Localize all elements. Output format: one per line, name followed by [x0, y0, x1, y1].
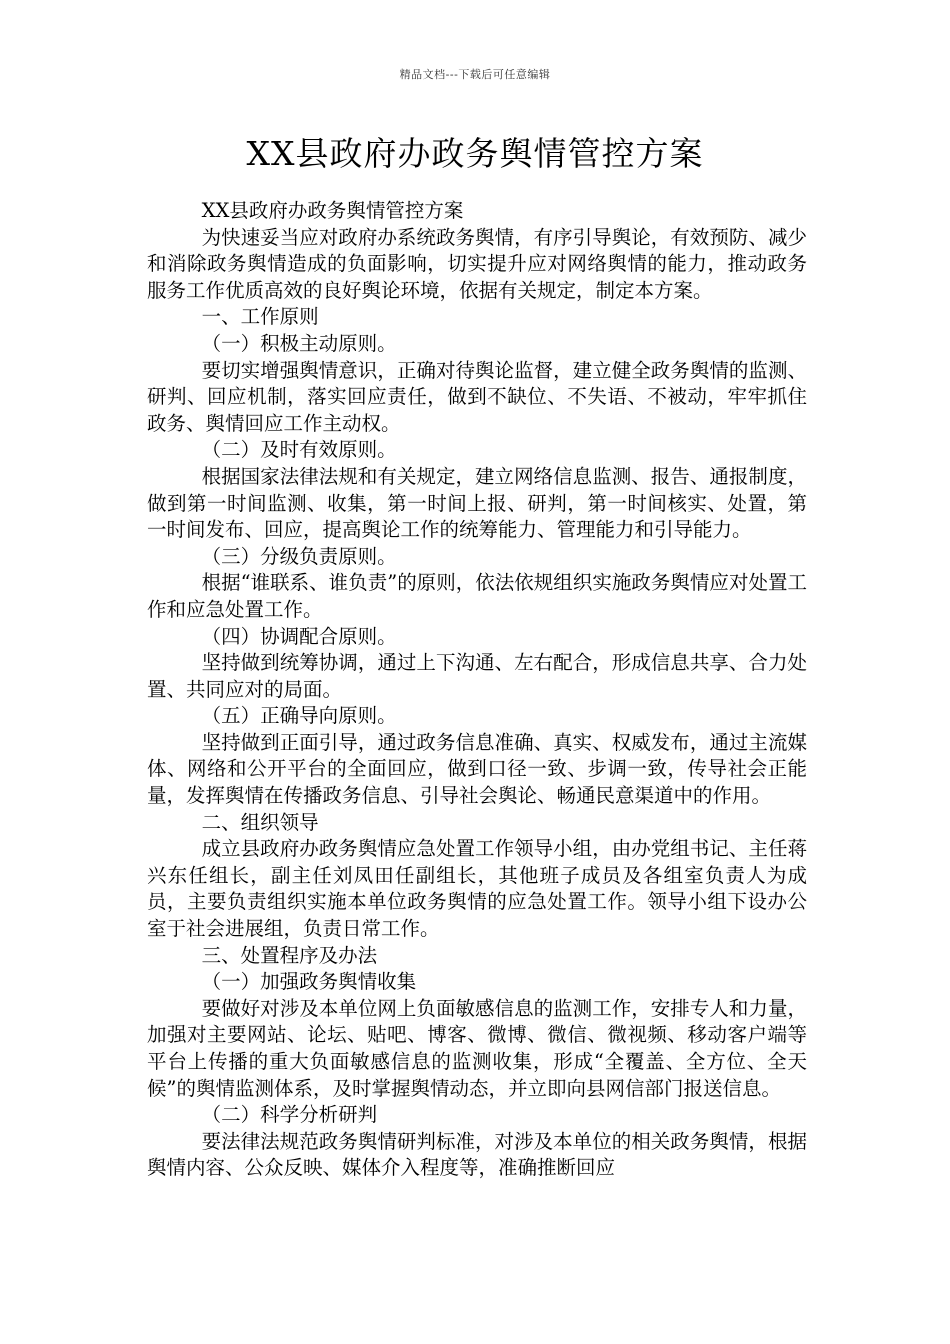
body-paragraph: 坚持做到统筹协调，通过上下沟通、左右配合，形成信息共享、合力处置、共同应对的局面。	[147, 651, 807, 701]
subsection-heading: （二）及时有效原则。	[201, 438, 397, 462]
body-paragraph: 要法律法规范政务舆情研判标准，对涉及本单位的相关政务舆情，根据舆情内容、公众反映、媒体介入程度等，准确推断回应	[147, 1129, 807, 1180]
subsection-heading: （五）正确导向原则。	[201, 704, 397, 728]
subsection-heading: （一）积极主动原则。	[201, 331, 397, 355]
section-heading: 一、工作原则	[201, 305, 319, 329]
document-title: XX县政府办政务舆情管控方案	[246, 134, 704, 173]
section-heading: 二、组织领导	[201, 810, 319, 834]
document-body	[147, 198, 807, 1182]
body-paragraph: 要做好对涉及本单位网上负面敏感信息的监测工作，安排专人和力量，加强对主要网站、论坛、贴吧、博客、微博、微信、微视频、移动客户端等平台上传播的重大负面敏感信息的监测收集，形成“全覆盖、全方位、全天候”的舆情监测体系，及时掌握舆情动态，并立即向县网信部门报送信息。	[147, 996, 807, 1100]
body-paragraph: 根据“谁联系、谁负责”的原则，依法依规组织实施政务舆情应对处置工作和应急处置工作。	[147, 571, 807, 621]
body-paragraph: 为快速妥当应对政府办系统政务舆情，有序引导舆论，有效预防、减少和消除政务舆情造成的负面影响，切实提升应对网络舆情的能力，推动政务服务工作优质高效的良好舆论环境，依据有关规定，制定本方案。	[147, 225, 807, 302]
subsection-heading: （二）科学分析研判	[201, 1103, 378, 1127]
body-paragraph: 根据国家法律法规和有关规定，建立网络信息监测、报告、通报制度，做到第一时间监测、收集，第一时间上报、研判，第一时间核实、处置，第一时间发布、回应，提高舆论工作的统筹能力、管理能力和引导能力。	[147, 464, 807, 542]
subsection-heading: （三）分级负责原则。	[201, 544, 397, 568]
body-paragraph: 坚持做到正面引导，通过政务信息准确、真实、权威发布，通过主流媒体、网络和公开平台的全面回应，做到口径一致、步调一致，传导社会正能量，发挥舆情在传播政务信息、引导社会舆论、畅通民意渠道中的作用。	[147, 730, 807, 808]
header-note: 精品文档---下载后可任意编辑	[399, 68, 551, 81]
subsection-heading: （四）协调配合原则。	[201, 624, 397, 648]
subsection-heading: （一）加强政务舆情收集	[201, 970, 417, 994]
body-paragraph: XX县政府办政务舆情管控方案	[201, 199, 464, 222]
body-paragraph: 要切实增强舆情意识，正确对待舆论监督，建立健全政务舆情的监测、研判、回应机制，落实回应责任，做到不缺位、不失语、不被动，牢牢抓住政务、舆情回应工作主动权。	[147, 358, 807, 435]
section-heading: 三、处置程序及办法	[201, 943, 378, 967]
body-paragraph: 成立县政府办政务舆情应急处置工作领导小组，由办党组书记、主任蒋兴东任组长，副主任刘凤田任副组长，其他班子成员及各组室负责人为成员，主要负责组织实施本单位政务舆情的应急处置工作。领导小组下设办公室于社会进展组，负责日常工作。	[147, 837, 807, 941]
